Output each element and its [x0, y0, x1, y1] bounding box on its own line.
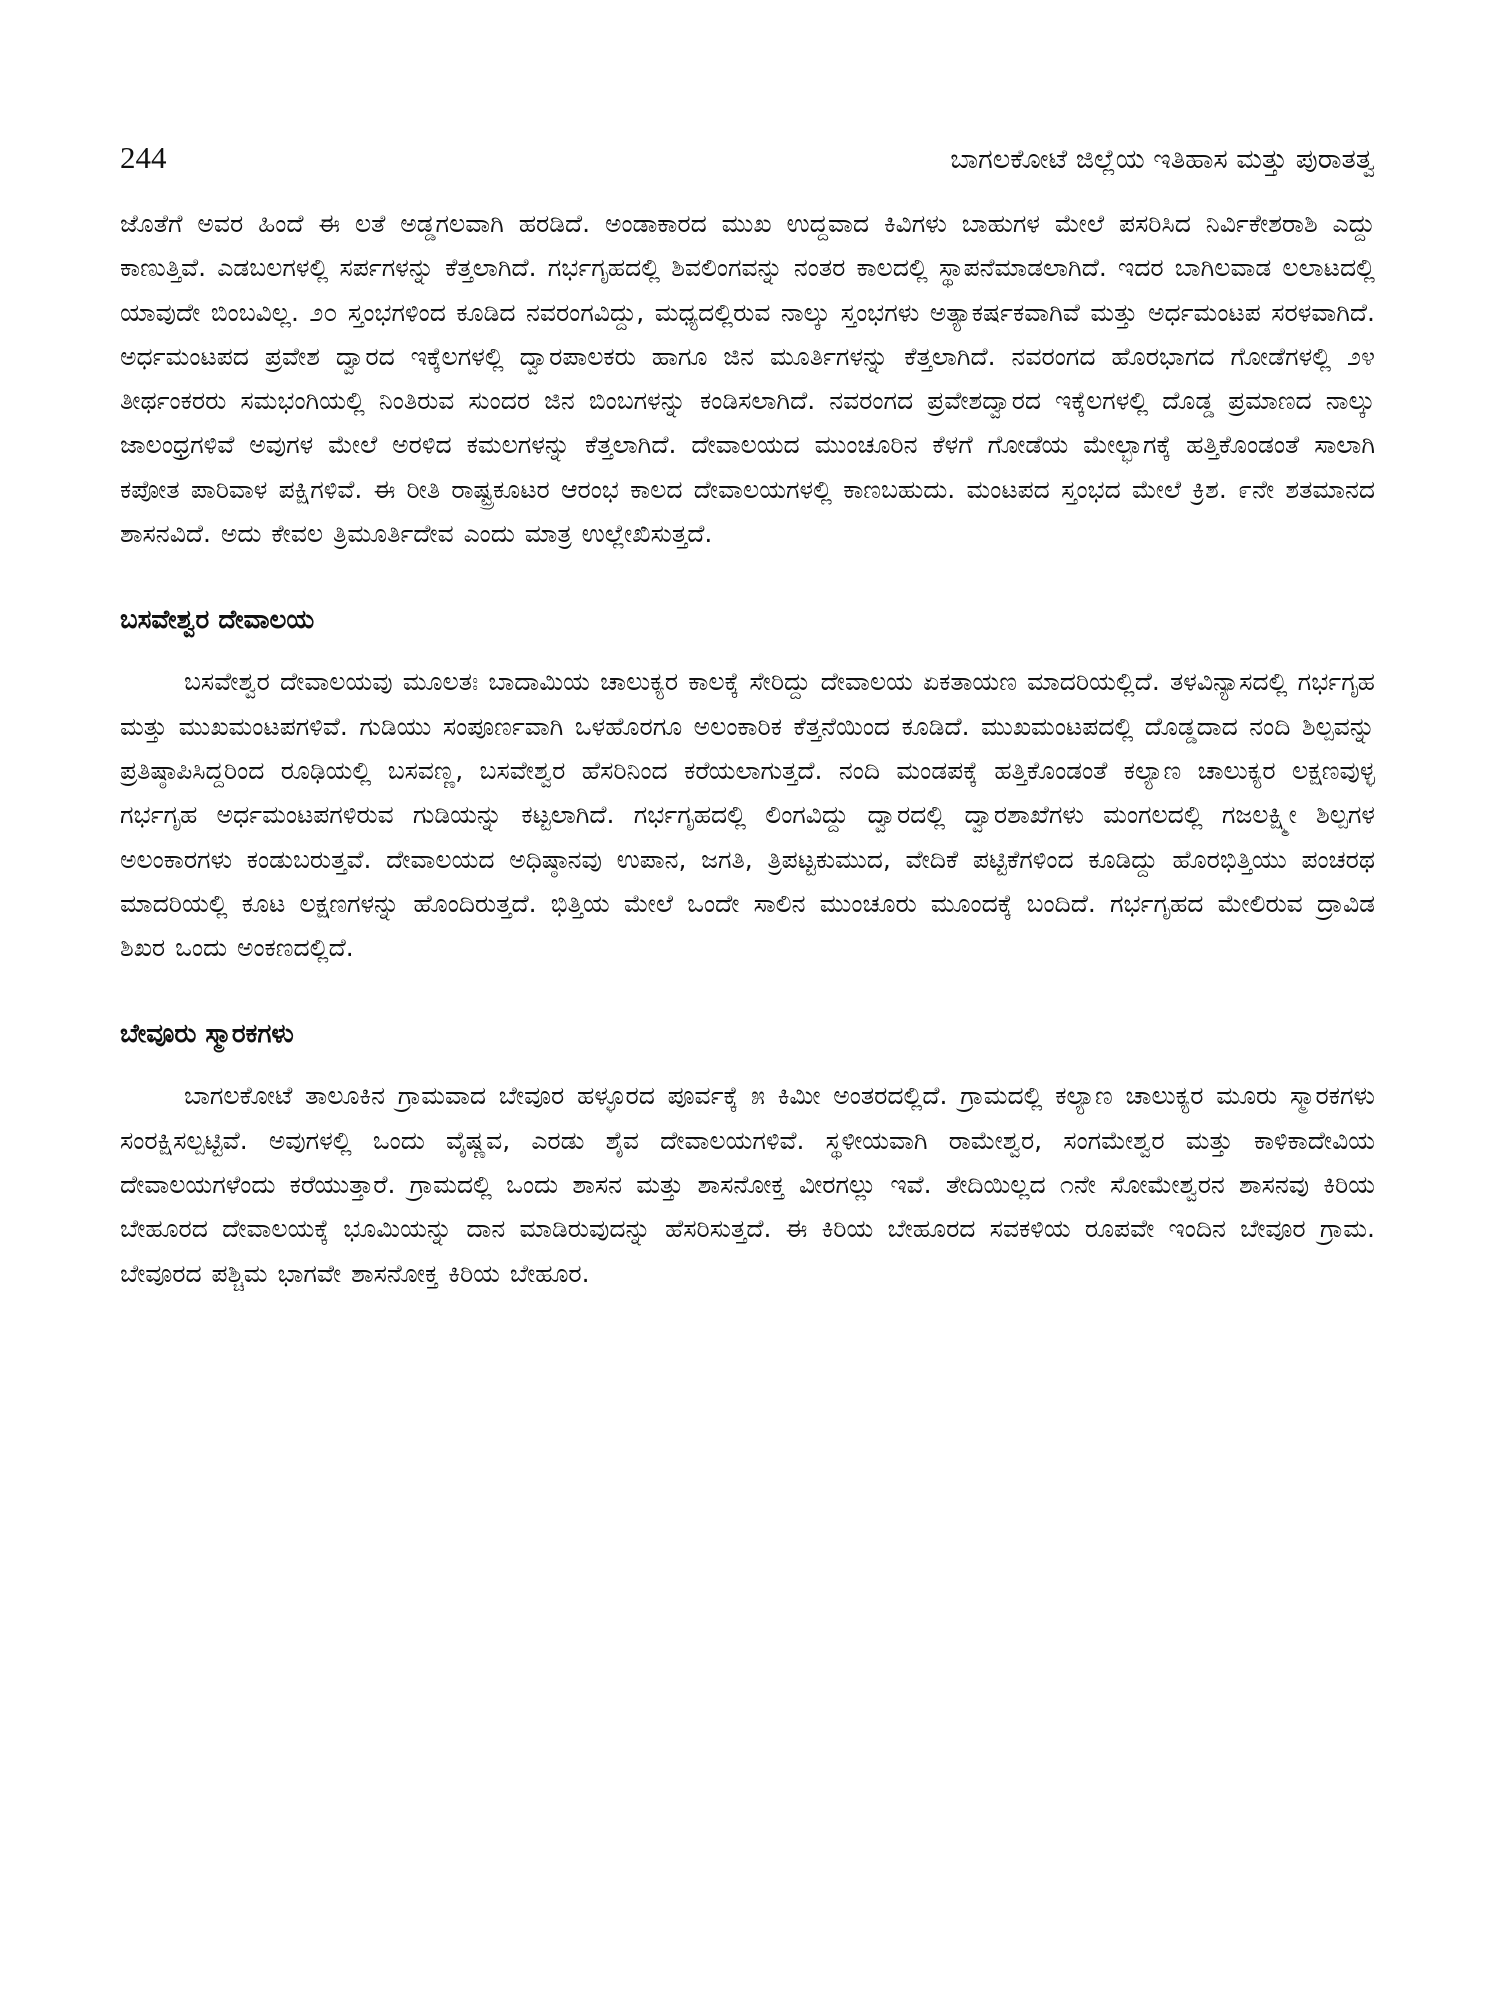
section-heading-basaveshwara: ಬಸವೇಶ್ವರ ದೇವಾಲಯ — [120, 605, 315, 636]
basaveshwara-paragraph: ಬಸವೇಶ್ವರ ದೇವಾಲಯವು ಮೂಲತಃ ಬಾದಾಮಿಯ ಚಾಲುಕ್ಯರ ಕಾಲಕ್ಕೆ ಸೇರಿದ್ದು ದೇವಾಲಯ ಏಕತಾಯಣ ಮಾದರಿಯಲ್ಲಿದೆ. ತಳವಿನ್ಯಾಸದಲ್ಲಿ ಗರ್ಭಗೃಹ ಮತ್ತು ಮುಖಮಂಟಪಗಳಿವೆ. ಗುಡಿಯು ಸಂಪೂರ್ಣವಾಗಿ ಒಳಹೊರಗೂ ಅಲಂಕಾರಿಕ ಕೆತ್ತನೆಯಿಂದ ಕೂಡಿದೆ. ಮುಖಮಂಟಪದಲ್ಲಿ ದೊಡ್ಡದಾದ ನಂದಿ ಶಿಲ್ಪವನ್ನು ಪ್ರತಿಷ್ಠಾಪಿಸಿದ್ದರಿಂದ ರೂಢಿಯಲ್ಲಿ ಬಸವಣ್ಣ, ಬಸವೇಶ್ವರ ಹೆಸರಿನಿಂದ ಕರೆಯಲಾಗುತ್ತದೆ. ನಂದಿ ಮಂಡಪಕ್ಕೆ ಹತ್ತಿಕೊಂಡಂತೆ ಕಲ್ಯಾಣ ಚಾಲುಕ್ಯರ ಲಕ್ಷಣವುಳ್ಳ ಗರ್ಭಗೃಹ ಅರ್ಧಮಂಟಪಗಳಿರುವ ಗುಡಿಯನ್ನು ಕಟ್ಟಲಾಗಿದೆ. ಗರ್ಭಗೃಹದಲ್ಲಿ ಲಿಂಗವಿದ್ದು ದ್ವಾರದಲ್ಲಿ ದ್ವಾರಶಾಖೆಗಳು ಮಂಗಲದಲ್ಲಿ ಗಜಲಕ್ಷ್ಮೀ ಶಿಲ್ಪಗಳ ಅಲಂಕಾರಗಳು ಕಂಡುಬರುತ್ತವೆ. ದೇವಾಲಯದ ಅಧಿಷ್ಠಾನವು ಉಪಾನ, ಜಗತಿ, ತ್ರಿಪಟ್ಟಕುಮುದ, ವೇದಿಕೆ ಪಟ್ಟಿಕೆಗಳಿಂದ ಕೂಡಿದ್ದು ಹೊರಭಿತ್ತಿಯು ಪಂಚರಥ ಮಾದರಿಯಲ್ಲಿ ಕೂಟ ಲಕ್ಷಣಗಳನ್ನು ಹೊಂದಿರುತ್ತದೆ. ಭಿತ್ತಿಯ ಮೇಲೆ ಒಂದೇ ಸಾಲಿನ ಮುಂಚೂರು ಮೂಂದಕ್ಕೆ ಬಂದಿದೆ. ಗರ್ಭಗೃಹದ ಮೇಲಿರುವ ದ್ರಾವಿಡ ಶಿಖರ ಒಂದು ಅಂಕಣದಲ್ಲಿದೆ. — [120, 667, 1375, 963]
heading-gap — [120, 1056, 1375, 1074]
section-gap — [120, 556, 1375, 598]
section-heading-bevooru: ಬೇವೂರು ಸ್ಮಾರಕಗಳು — [120, 1019, 294, 1050]
bevooru-paragraph: ಬಾಗಲಕೋಟೆ ತಾಲೂಕಿನ ಗ್ರಾಮವಾದ ಬೇವೂರ ಹಳ್ಳೂರದ ಪೂರ್ವಕ್ಕೆ ೫ ಕಿಮೀ ಅಂತರದಲ್ಲಿದೆ. ಗ್ರಾಮದಲ್ಲಿ ಕಲ್ಯಾಣ ಚಾಲುಕ್ಯರ ಮೂರು ಸ್ಮಾರಕಗಳು ಸಂರಕ್ಷಿಸಲ್ಪಟ್ಟಿವೆ. ಅವುಗಳಲ್ಲಿ ಒಂದು ವೈಷ್ಣವ, ಎರಡು ಶೈವ ದೇವಾಲಯಗಳಿವೆ. ಸ್ಥಳೀಯವಾಗಿ ರಾಮೇಶ್ವರ, ಸಂಗಮೇಶ್ವರ ಮತ್ತು ಕಾಳಿಕಾದೇವಿಯ ದೇವಾಲಯಗಳೆಂದು ಕರೆಯುತ್ತಾರೆ. ಗ್ರಾಮದಲ್ಲಿ ಒಂದು ಶಾಸನ ಮತ್ತು ಶಾಸನೋಕ್ತ ವೀರಗಲ್ಲು ಇವೆ. ತೇದಿಯಿಲ್ಲದ ೧ನೇ ಸೋಮೇಶ್ವರನ ಶಾಸನವು ಕಿರಿಯ ಬೇಹೂರದ ದೇವಾಲಯಕ್ಕೆ ಭೂಮಿಯನ್ನು ದಾನ ಮಾಡಿರುವುದನ್ನು ಹೆಸರಿಸುತ್ತದೆ. ಈ ಕಿರಿಯ ಬೇಹೂರದ ಸವಕಳಿಯ ರೂಪವೇ ಇಂದಿನ ಬೇವೂರ ಗ್ರಾಮ. ಬೇವೂರದ ಪಶ್ಚಿಮ ಭಾಗವೇ ಶಾಸನೋಕ್ತ ಕಿರಿಯ ಬೇಹೂರ. — [120, 1081, 1375, 1288]
page-body — [120, 202, 1375, 1296]
running-title: ಬಾಗಲಕೋಟೆ ಜಿಲ್ಲೆಯ ಇತಿಹಾಸ ಮತ್ತು ಪುರಾತತ್ವ — [950, 144, 1375, 175]
page-header — [120, 140, 1375, 184]
page-number: 244 — [120, 140, 167, 175]
section-gap — [120, 970, 1375, 1012]
heading-gap — [120, 642, 1375, 660]
continued-paragraph: ಜೊತೆಗೆ ಅವರ ಹಿಂದೆ ಈ ಲತೆ ಅಡ್ಡಗಲವಾಗಿ ಹರಡಿದೆ. ಅಂಡಾಕಾರದ ಮುಖ ಉದ್ದವಾದ ಕಿವಿಗಳು ಬಾಹುಗಳ ಮೇಲೆ ಪಸರಿಸಿದ ನಿರ್ವಿಕೇಶರಾಶಿ ಎದ್ದು ಕಾಣುತ್ತಿವೆ. ಎಡಬಲಗಳಲ್ಲಿ ಸರ್ಪಗಳನ್ನು ಕೆತ್ತಲಾಗಿದೆ. ಗರ್ಭಗೃಹದಲ್ಲಿ ಶಿವಲಿಂಗವನ್ನು ನಂತರ ಕಾಲದಲ್ಲಿ ಸ್ಥಾಪನೆಮಾಡಲಾಗಿದೆ. ಇದರ ಬಾಗಿಲವಾಡ ಲಲಾಟದಲ್ಲಿ ಯಾವುದೇ ಬಿಂಬವಿಲ್ಲ. ೨೦ ಸ್ತಂಭಗಳಿಂದ ಕೂಡಿದ ನವರಂಗವಿದ್ದು, ಮಧ್ಯದಲ್ಲಿರುವ ನಾಲ್ಕು ಸ್ತಂಭಗಳು ಅತ್ಯಾಕರ್ಷಕವಾಗಿವೆ ಮತ್ತು ಅರ್ಧಮಂಟಪ ಸರಳವಾಗಿದೆ. ಅರ್ಧಮಂಟಪದ ಪ್ರವೇಶ ದ್ವಾರದ ಇಕ್ಕೆಲಗಳಲ್ಲಿ ದ್ವಾರಪಾಲಕರು ಹಾಗೂ ಜಿನ ಮೂರ್ತಿಗಳನ್ನು ಕೆತ್ತಲಾಗಿದೆ. ನವರಂಗದ ಹೊರಭಾಗದ ಗೋಡೆಗಳಲ್ಲಿ ೨೪ ತೀರ್ಥಂಕರರು ಸಮಭಂಗಿಯಲ್ಲಿ ನಿಂತಿರುವ ಸುಂದರ ಜಿನ ಬಿಂಬಗಳನ್ನು ಕಂಡಿಸಲಾಗಿದೆ. ನವರಂಗದ ಪ್ರವೇಶದ್ವಾರದ ಇಕ್ಕೆಲಗಳಲ್ಲಿ ದೊಡ್ಡ ಪ್ರಮಾಣದ ನಾಲ್ಕು ಜಾಲಂಧ್ರಗಳಿವೆ ಅವುಗಳ ಮೇಲೆ ಅರಳಿದ ಕಮಲಗಳನ್ನು ಕೆತ್ತಲಾಗಿದೆ. ದೇವಾಲಯದ ಮುಂಚೂರಿನ ಕೆಳಗೆ ಗೋಡೆಯ ಮೇಲ್ಭಾಗಕ್ಕೆ ಹತ್ತಿಕೊಂಡಂತೆ ಸಾಲಾಗಿ ಕಪೋತ ಪಾರಿವಾಳ ಪಕ್ಷಿಗಳಿವೆ. ಈ ರೀತಿ ರಾಷ್ಟ್ರಕೂಟರ ಆರಂಭ ಕಾಲದ ದೇವಾಲಯಗಳಲ್ಲಿ ಕಾಣಬಹುದು. ಮಂಟಪದ ಸ್ತಂಭದ ಮೇಲೆ ಕ್ರಿಶ. ೯ನೇ ಶತಮಾನದ ಶಾಸನವಿದೆ. ಅದು ಕೇವಲ ತ್ರಿಮೂರ್ತಿದೇವ ಎಂದು ಮಾತ್ರ ಉಲ್ಲೇಖಿಸುತ್ತದೆ. — [120, 209, 1375, 549]
